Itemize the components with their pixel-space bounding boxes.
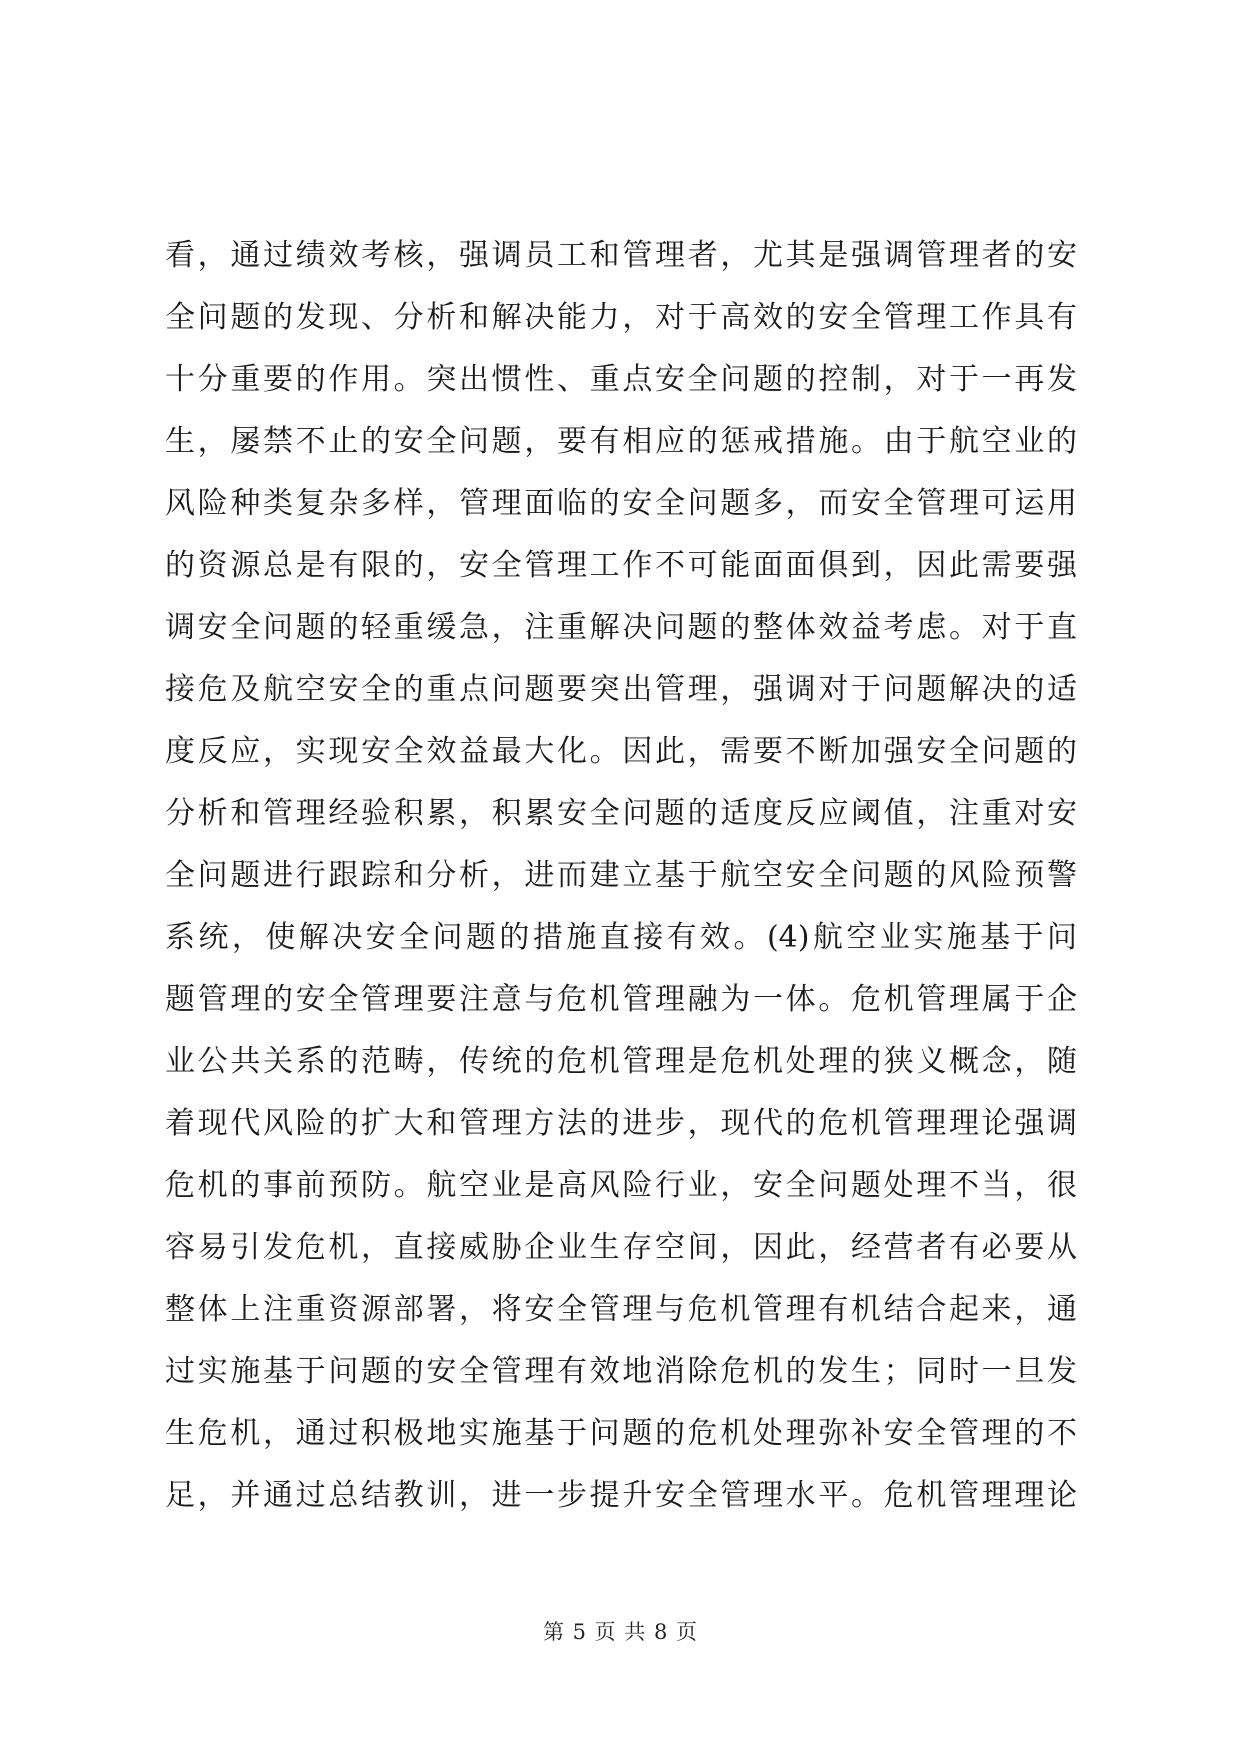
text-line: 的资源总是有限的，安全管理工作不可能面面俱到，因此需要强 [165, 548, 1077, 583]
text-line: 调安全问题的轻重缓急，注重解决问题的整体效益考虑。对于直 [165, 610, 1077, 645]
text-line: 业公共关系的范畴，传统的危机管理是危机处理的狭义概念，随 [165, 1044, 1077, 1079]
text-line: 危机的事前预防。航空业是高风险行业，安全问题处理不当，很 [165, 1168, 1077, 1203]
text-line: 接危及航空安全的重点问题要突出管理，强调对于问题解决的适 [165, 672, 1077, 707]
page-number-footer: 第 5 页 共 8 页 [542, 1620, 699, 1644]
text-line: 看，通过绩效考核，强调员工和管理者，尤其是强调管理者的安 [165, 238, 1077, 273]
text-line: 十分重要的作用。突出惯性、重点安全问题的控制，对于一再发 [165, 362, 1077, 397]
text-line: 生，屡禁不止的安全问题，要有相应的惩戒措施。由于航空业的 [165, 424, 1077, 459]
text-line: 分析和管理经验积累，积累安全问题的适度反应阈值，注重对安 [165, 796, 1077, 831]
text-line: 过实施基于问题的安全管理有效地消除危机的发生；同时一旦发 [165, 1354, 1077, 1389]
text-line: 度反应，实现安全效益最大化。因此，需要不断加强安全问题的 [165, 734, 1077, 769]
text-line: 着现代风险的扩大和管理方法的进步，现代的危机管理理论强调 [165, 1106, 1077, 1141]
text-line: 容易引发危机，直接威胁企业生存空间，因此，经营者有必要从 [165, 1230, 1077, 1265]
text-line: 题管理的安全管理要注意与危机管理融为一体。危机管理属于企 [165, 982, 1077, 1017]
text-line: 系统，使解决安全问题的措施直接有效。(4)航空业实施基于问 [165, 920, 1077, 955]
document-body [165, 225, 1077, 1527]
text-line: 全问题进行跟踪和分析，进而建立基于航空安全问题的风险预警 [165, 858, 1077, 893]
text-line: 整体上注重资源部署，将安全管理与危机管理有机结合起来，通 [165, 1292, 1077, 1327]
text-line: 足，并通过总结教训，进一步提升安全管理水平。危机管理理论 [165, 1478, 1077, 1513]
text-line: 全问题的发现、分析和解决能力，对于高效的安全管理工作具有 [165, 300, 1077, 335]
text-line: 生危机，通过积极地实施基于问题的危机处理弥补安全管理的不 [165, 1416, 1077, 1451]
text-line: 风险种类复杂多样，管理面临的安全问题多，而安全管理可运用 [165, 486, 1077, 521]
